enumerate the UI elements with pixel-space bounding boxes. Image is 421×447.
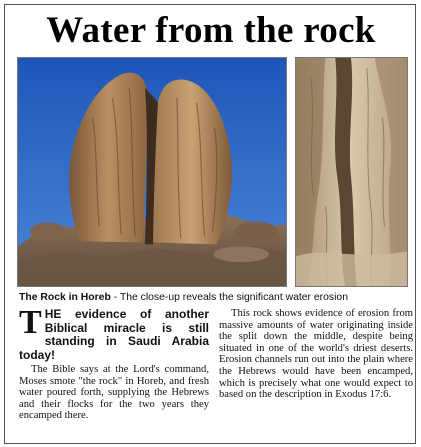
rock-photo: [17, 57, 287, 287]
photo-caption: [19, 291, 413, 304]
headline: Water from the rock: [46, 10, 376, 51]
right-column: [219, 308, 413, 401]
erosion-closeup-photo: [295, 57, 408, 287]
lead-paragraph: [19, 304, 209, 362]
rock-illustration: [18, 58, 286, 286]
body-paragraph-left: The Bible says at the Lord's command, Moses smote "the rock" in Horeb, and fresh water poured forth, supplying the Hebrews and their flocks for the two years they encamped there.: [19, 364, 209, 422]
article-panel: [4, 4, 416, 444]
drop-cap: T: [19, 304, 42, 341]
lead-text: HE evidence of another Biblical miracle is still standing in Saudi Arabia today!: [19, 307, 209, 362]
left-column: [19, 304, 209, 422]
caption-text: - The close-up reveals the significant water erosion: [110, 292, 348, 303]
body-paragraph-right: This rock shows evidence of erosion from massive amounts of water originating inside the split down the middle, despite being situated in one of the world's driest deserts. Erosion channels run out into the plain where the Hebrews would have been encamped, which is precisely what one would expect to based on the description in Exodus 17:6.: [219, 308, 413, 401]
erosion-illustration: [296, 58, 407, 286]
caption-title: The Rock in Horeb: [19, 292, 111, 303]
